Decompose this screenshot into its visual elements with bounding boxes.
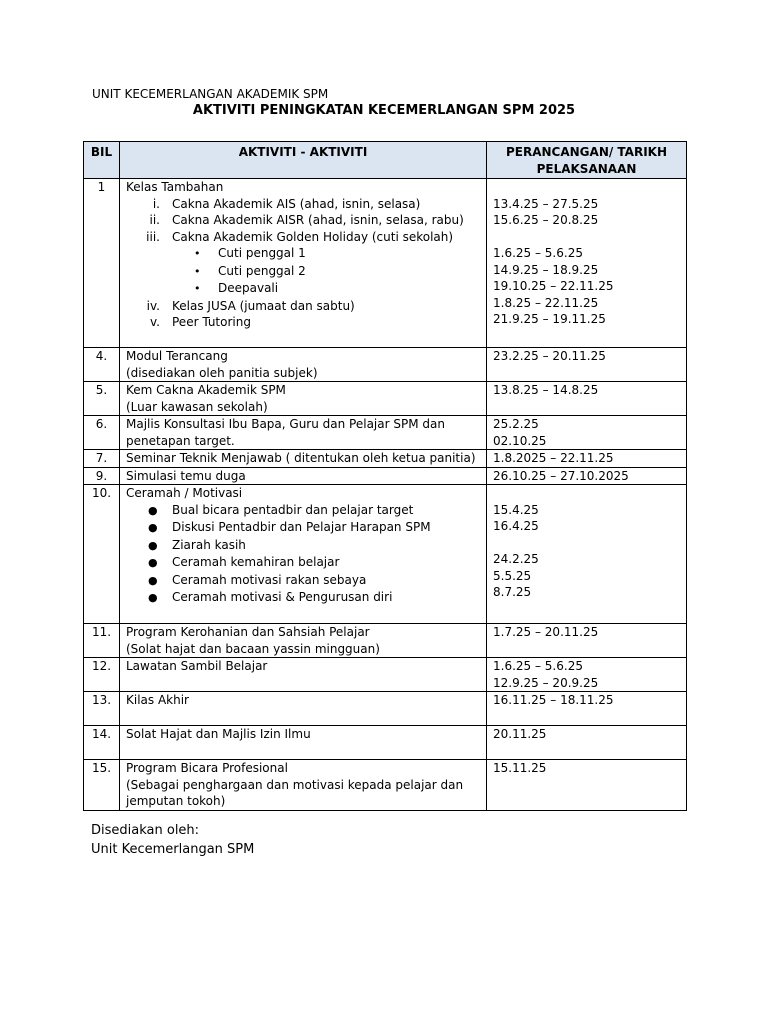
table-row [84, 382, 687, 416]
prepared-by-name: Unit Kecemerlangan SPM [91, 842, 255, 857]
bullet-icon: ● [148, 503, 158, 517]
header-aktiviti: AKTIVITI - AKTIVITI [120, 142, 487, 179]
date-text: 1.8.2025 – 22.11.25 [493, 451, 614, 465]
list-item [126, 298, 480, 315]
activity-cell [120, 179, 487, 348]
list-item-text: Cakna Akademik AIS (ahad, isnin, selasa) [172, 196, 421, 211]
row-number: 15. [84, 760, 120, 811]
header-tarikh: PERANCANGAN/ TARIKH PELAKSANAAN [487, 142, 687, 179]
list-item-text: Kelas JUSA (jumaat dan sabtu) [172, 298, 355, 313]
list-item-text: Bual bicara pentadbir dan pelajar target [172, 502, 414, 517]
row-number: 10. [84, 485, 120, 624]
table-row [84, 467, 687, 485]
row-number: 7. [84, 450, 120, 468]
activity-title: Kem Cakna Akademik SPM [126, 383, 286, 397]
activity-cell [120, 692, 487, 726]
date-text: 1.6.25 – 5.6.25 [493, 659, 583, 673]
date-text: 24.2.25 [493, 552, 539, 566]
roman-numeral: iv. [146, 298, 160, 313]
activity-cell [120, 467, 487, 485]
header-bil: BIL [84, 142, 120, 179]
date-text: 8.7.25 [493, 585, 532, 599]
date-text: 21.9.25 – 19.11.25 [493, 312, 606, 326]
table-row [84, 450, 687, 468]
unit-heading: UNIT KECEMERLANGAN AKADEMIK SPM [92, 87, 329, 101]
list-item-text: Peer Tutoring [172, 315, 251, 329]
date-text: 19.10.25 – 22.11.25 [493, 279, 614, 293]
table-row [84, 726, 687, 760]
list-item-text: Ceramah motivasi rakan sebaya [172, 572, 367, 587]
date-cell [487, 624, 687, 658]
activity-cell [120, 658, 487, 692]
list-item [126, 229, 480, 246]
list-item-text: Cakna Akademik AISR (ahad, isnin, selasa, rabu) [172, 213, 464, 227]
date-text: 15.11.25 [493, 761, 547, 775]
activity-title: Majlis Konsultasi Ibu Bapa, Guru dan Pelajar SPM dan [126, 417, 445, 431]
row-number: 4. [84, 348, 120, 382]
activity-title: Solat Hajat dan Majlis Izin Ilmu [126, 727, 311, 741]
table-row [84, 416, 687, 450]
list-item [126, 196, 480, 213]
roman-numeral: iii. [146, 229, 160, 244]
list-item-text: Cuti penggal 2 [218, 263, 306, 278]
date-text: 16.4.25 [493, 519, 539, 533]
roman-numeral: v. [150, 315, 160, 329]
activity-title: Kilas Akhir [126, 693, 189, 707]
prepared-by-label: Disediakan oleh: [91, 823, 200, 838]
date-text: 12.9.25 – 20.9.25 [493, 675, 599, 690]
bullet-icon: ● [148, 591, 158, 604]
table-row [84, 692, 687, 726]
date-text: 5.5.25 [493, 568, 532, 583]
list-item [126, 280, 480, 298]
date-text: 25.2.25 [493, 417, 539, 431]
date-text: 1.8.25 – 22.11.25 [493, 295, 599, 310]
table-header-row [84, 142, 687, 179]
list-item-text: Ziarah kasih [172, 537, 246, 552]
date-cell [487, 348, 687, 382]
activity-title: Ceramah / Motivasi [126, 486, 243, 500]
date-text: 15.4.25 [493, 502, 539, 517]
activity-title-cont: penetapan target. [126, 433, 235, 448]
activity-title: Modul Terancang [126, 349, 228, 363]
list-item [126, 212, 480, 229]
document-title: AKTIVITI PENINGKATAN KECEMERLANGAN SPM 2025 [192, 103, 576, 118]
date-text: 16.11.25 – 18.11.25 [493, 693, 614, 707]
activity-cell [120, 416, 487, 450]
activity-note-cont: jemputan tokoh) [126, 794, 226, 808]
activity-note: (Luar kawasan sekolah) [126, 399, 268, 414]
date-cell [487, 658, 687, 692]
date-text: 13.8.25 – 14.8.25 [493, 383, 599, 397]
row-number: 5. [84, 382, 120, 416]
bullet-icon: • [194, 247, 201, 260]
bullet-icon: ● [148, 573, 158, 587]
list-item-text: Cakna Akademik Golden Holiday (cuti sekolah) [172, 229, 454, 244]
activity-cell [120, 760, 487, 811]
list-item [126, 554, 480, 572]
activity-title: Seminar Teknik Menjawab ( ditentukan oleh ketua panitia) [126, 451, 476, 465]
table-row [84, 485, 687, 624]
date-text: 20.11.25 [493, 727, 547, 741]
row-number: 12. [84, 658, 120, 692]
date-text: 14.9.25 – 18.9.25 [493, 262, 599, 277]
table-row [84, 760, 687, 811]
date-text: 1.6.25 – 5.6.25 [493, 246, 583, 260]
row-number: 14. [84, 726, 120, 760]
activity-title: Kelas Tambahan [126, 180, 224, 194]
bullet-icon: ● [148, 521, 158, 534]
date-cell [487, 450, 687, 468]
date-cell [487, 726, 687, 760]
bullet-icon: • [194, 282, 201, 295]
date-cell [487, 760, 687, 811]
list-item-text: Ceramah motivasi & Pengurusan diri [172, 590, 393, 604]
list-item [126, 519, 480, 537]
list-item [126, 263, 480, 281]
date-cell [487, 467, 687, 485]
table-row [84, 658, 687, 692]
activity-title: Program Bicara Profesional [126, 761, 288, 775]
date-text: 15.6.25 – 20.8.25 [493, 213, 599, 227]
list-item-text: Ceramah kemahiran belajar [172, 555, 340, 569]
date-text: 1.7.25 – 20.11.25 [493, 625, 599, 639]
table-row [84, 179, 687, 348]
table-row [84, 348, 687, 382]
date-text: 13.4.25 – 27.5.25 [493, 196, 599, 211]
activity-note: (disediakan oleh panitia subjek) [126, 365, 318, 380]
activity-schedule-table [83, 141, 687, 811]
list-item [126, 537, 480, 555]
list-item [126, 589, 480, 607]
date-text: 02.10.25 [493, 433, 547, 448]
activity-note: (Solat hajat dan bacaan yassin mingguan) [126, 641, 380, 656]
list-item [126, 245, 480, 263]
date-cell [487, 692, 687, 726]
row-number: 11. [84, 624, 120, 658]
list-item-text: Diskusi Pentadbir dan Pelajar Harapan SPM [172, 520, 431, 534]
activity-cell [120, 382, 487, 416]
date-cell [487, 179, 687, 348]
activity-cell [120, 726, 487, 760]
list-item [126, 572, 480, 590]
activity-cell [120, 348, 487, 382]
list-item [126, 502, 480, 520]
row-number: 13. [84, 692, 120, 726]
row-number: 6. [84, 416, 120, 450]
list-item-text: Deepavali [218, 281, 279, 295]
date-text: 26.10.25 – 27.10.2025 [493, 468, 629, 483]
date-cell [487, 382, 687, 416]
row-number: 9. [84, 467, 120, 485]
row-number: 1 [84, 179, 120, 348]
bullet-icon: ● [148, 556, 158, 569]
date-cell [487, 485, 687, 624]
activity-cell [120, 485, 487, 624]
roman-numeral: ii. [149, 213, 160, 227]
list-item-text: Cuti penggal 1 [218, 246, 306, 260]
activity-title: Lawatan Sambil Belajar [126, 659, 268, 673]
roman-numeral: i. [152, 196, 160, 211]
activity-cell [120, 450, 487, 468]
date-cell [487, 416, 687, 450]
activity-cell [120, 624, 487, 658]
bullet-icon: • [194, 264, 201, 278]
list-item [126, 314, 480, 331]
table-row [84, 624, 687, 658]
activity-note: (Sebagai penghargaan dan motivasi kepada pelajar dan [126, 777, 464, 792]
bullet-icon: ● [148, 538, 158, 552]
activity-title: Simulasi temu duga [126, 468, 246, 483]
date-text: 23.2.25 – 20.11.25 [493, 349, 606, 363]
activity-title: Program Kerohanian dan Sahsiah Pelajar [126, 625, 370, 639]
